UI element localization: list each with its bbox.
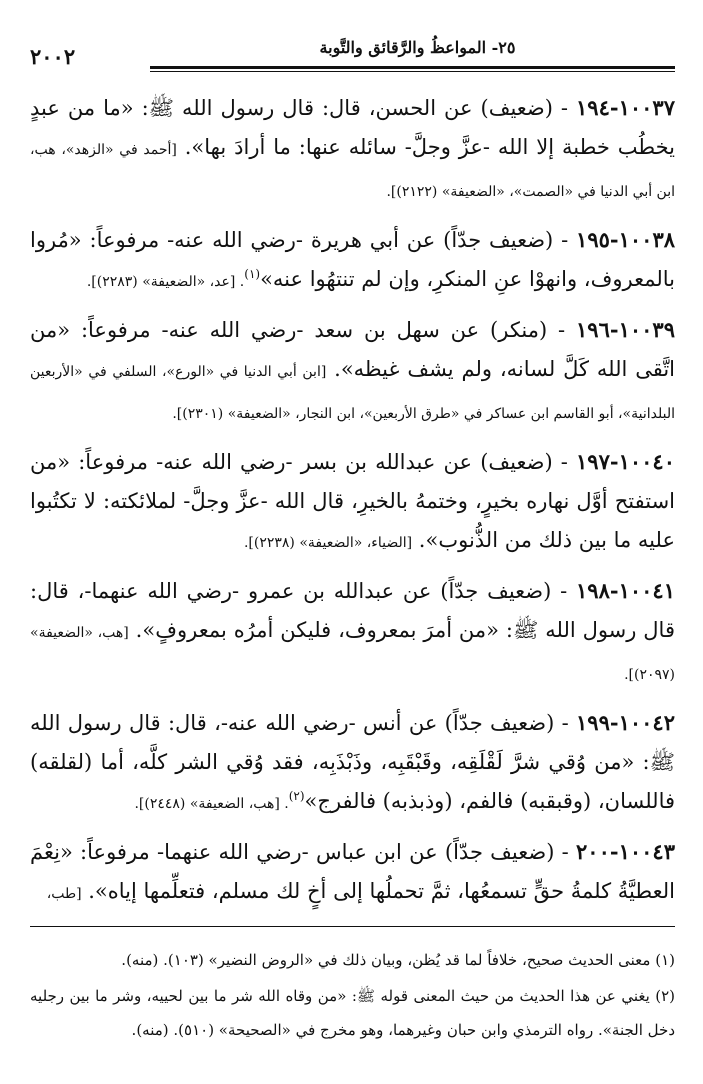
hadith-text: - (ضعيف جدّاً) عن أنس -رضي الله عنه-، قال: قال رسول الله ﷺ: «من وُقي شرَّ لَقْلَقِه، وقَبْقَبِه، وذَبْذَبِه، فقد وُقي الشر كلَّه، أما (لقلقه) فاللسان، (وقبقبه) فالفم، (وذبذبه) فالفرج» — [30, 711, 675, 813]
hadith-entry-200 — [30, 832, 675, 914]
hadith-source: . [هب، الضعيفة» (٢٤٤٨)]. — [134, 796, 289, 812]
document-page — [30, 38, 675, 1049]
footnote-ref: (١) — [244, 267, 261, 281]
header-rule — [150, 66, 675, 69]
hadith-entry-196 — [30, 310, 675, 434]
footnote-2: (٢) يغني عن هذا الحديث من حيث المعنى قوله ﷺ: «من وقاه الله شر ما بين لحييه، وشر ما بين رجليه دخل الجنة». رواه الترمذي وابن حبان وغيرهما، وهو مخرج في «الصحيحة» (٥١٠). (منه). — [30, 987, 675, 1039]
header-rule-thin — [150, 71, 675, 72]
hadith-source: [ابن أبي الدنيا في «الورع»، السلفي في «الأربعين البلدانية»، أبو القاسم ابن عساكر في «طرق الأربعين»، ابن النجار، «الضعيفة» (٢٣٠١)]. — [30, 364, 675, 422]
hadith-source: . [عد، «الضعيفة» (٢٢٨٣)]. — [86, 274, 245, 290]
footnote-ref: (٢) — [288, 789, 305, 803]
hadith-number: ١٠٠٤٠-١٩٧ — [576, 449, 675, 474]
hadith-entry-194 — [30, 88, 675, 212]
hadith-text: - (ضعيف جدّاً) عن عبدالله بن عمرو -رضي الله عنهما-، قال: قال رسول الله ﷺ: «من أمرَ بمعروف، فليكن أمرُه بمعروفٍ». — [30, 579, 675, 642]
hadith-text: - (منكر) عن سهل بن سعد -رضي الله عنه- مرفوعاً: «من اتَّقى الله كَلَّ لسانه، ولم يشف غيظه». — [30, 318, 675, 381]
hadith-source: [الضياء، «الضعيفة» (٢٢٣٨)]. — [243, 535, 413, 551]
hadith-source: [أحمد في «الزهد»، هب، ابن أبي الدنيا في «الصمت»، «الضعيفة» (٢١٢٢)]. — [30, 142, 675, 200]
page-number: ٢٠٠٢ — [30, 44, 76, 69]
hadith-text: - (ضعيف) عن الحسن، قال: قال رسول الله ﷺ: «ما من عبدٍ يخطُب خطبة إلا الله -عزَّ وجلَّ- سائله عنها: ما أرادَ بها». — [30, 96, 675, 159]
hadith-number: ١٠٠٣٩-١٩٦ — [576, 317, 675, 342]
footnotes — [30, 943, 675, 1047]
hadith-number: ١٠٠٤١-١٩٨ — [576, 578, 675, 603]
hadith-source: [طب، — [46, 886, 82, 902]
hadith-entry-195 — [30, 220, 675, 302]
footnote-separator — [30, 926, 675, 927]
hadith-text: - (ضعيف جدّاً) عن أبي هريرة -رضي الله عنه- مرفوعاً: «مُروا بالمعروف، وانهوْا عنِ المنكرِ، وإن لم تنتهُوا عنه» — [30, 228, 675, 291]
hadith-text: - (ضعيف) عن عبدالله بن بسر -رضي الله عنه- مرفوعاً: «من استفتح أوَّل نهاره بخيرٍ، وختمهُ بالخيرِ، قال الله -عزَّ وجلَّ- لملائكته: لا تكتُبوا عليه ما بين ذلك من الذُّنوب». — [30, 450, 675, 552]
hadith-entry-197 — [30, 442, 675, 563]
page-header — [30, 38, 675, 74]
hadith-source: [هب، «الضعيفة» (٢٠٩٧)]. — [30, 625, 675, 683]
hadith-number: ١٠٠٤٣-٢٠٠ — [576, 839, 675, 864]
hadith-text: - (ضعيف جدّاً) عن ابن عباس -رضي الله عنهما- مرفوعاً: «نِعْمَ العطيَّةُ كلمةُ حقٍّ تسمعُها، ثمَّ تحملُها إلى أخٍ لك مسلم، فتعلِّمها إياه». — [30, 840, 675, 903]
footnote-1: (١) معنى الحديث صحيح، خلافاً لما قد يُظن، وبيان ذلك في «الروض النضير» (١٠٣). (منه). — [121, 951, 675, 969]
running-title: ٢٥- المواعظُ والرَّقائق والتَّوبة — [319, 38, 516, 57]
hadith-number: ١٠٠٣٧-١٩٤ — [576, 95, 675, 120]
hadith-number: ١٠٠٤٢-١٩٩ — [576, 710, 675, 735]
hadith-entry-199 — [30, 703, 675, 824]
hadith-number: ١٠٠٣٨-١٩٥ — [576, 227, 676, 252]
hadith-entry-198 — [30, 571, 675, 695]
